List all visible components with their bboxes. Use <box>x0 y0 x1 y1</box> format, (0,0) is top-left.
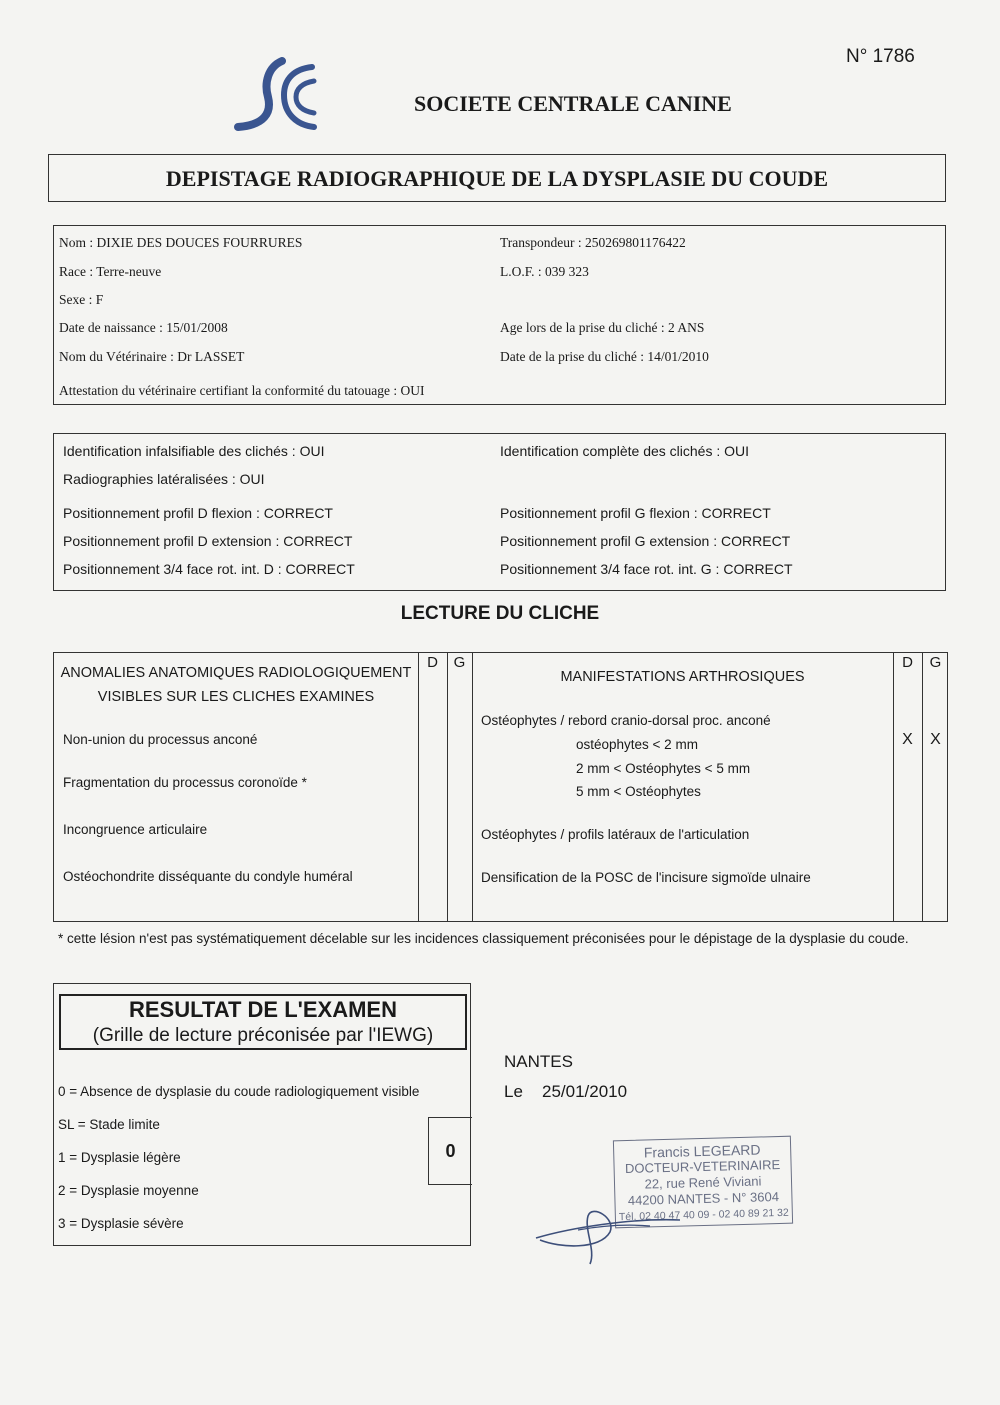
pos-g-flexion: Positionnement profil G flexion : CORRECT <box>500 505 771 521</box>
certificate-number: N° 1786 <box>846 46 915 67</box>
dog-birthdate: Date de naissance : 15/01/2008 <box>59 320 228 335</box>
arthrosis-header: MANIFESTATIONS ARTHROSIQUES <box>560 669 805 685</box>
anomalies-header <box>54 661 418 709</box>
result-subtitle: (Grille de lecture préconisée par l'IEWG) <box>92 1025 434 1046</box>
dog-name: Nom : DIXIE DES DOUCES FOURRURES <box>59 235 303 250</box>
pos-d-face: Positionnement 3/4 face rot. int. D : CORRECT <box>63 561 355 577</box>
stamp-line: DOCTEUR-VETERINAIRE <box>624 1156 781 1177</box>
result-title: RESULTAT DE L'EXAMEN <box>128 997 397 1022</box>
stamp-line: Francis LEGEARD <box>643 1141 761 1161</box>
anomalies-header-line1: ANOMALIES ANATOMIQUES RADIOLOGIQUEMENT <box>60 665 412 681</box>
pos-d-extension: Positionnement profil D extension : CORRECT <box>63 533 353 549</box>
left-col-d-header: D <box>427 654 438 671</box>
title-box <box>48 154 946 202</box>
signature-scribble-icon <box>530 1190 690 1270</box>
xray-date: Date de la prise du cliché : 14/01/2010 <box>500 349 709 364</box>
right-col-d-header: D <box>902 654 913 671</box>
id-infalsifiable: Identification infalsifiable des clichés : OUI <box>63 443 325 459</box>
scc-logo-icon <box>234 57 318 135</box>
grade-item: 2 = Dysplasie moyenne <box>58 1183 199 1198</box>
anomaly-item: Incongruence articulaire <box>63 822 208 837</box>
signature-city: NANTES <box>504 1052 573 1071</box>
signature-date: 25/01/2010 <box>542 1082 628 1101</box>
id-complete: Identification complète des clichés : OUI <box>500 443 750 459</box>
document-title: DEPISTAGE RADIOGRAPHIQUE DE LA DYSPLASIE DU COUDE <box>165 166 829 191</box>
grade-item: 0 = Absence de dysplasie du coude radiologiquement visible <box>58 1084 420 1099</box>
dog-sex: Sexe : F <box>59 292 104 307</box>
lecture-title: LECTURE DU CLICHE <box>400 603 600 624</box>
grade-item: SL = Stade limite <box>58 1117 160 1132</box>
arthrosis-item: 5 mm < Ostéophytes <box>576 784 701 799</box>
anomaly-item: Ostéochondrite disséquante du condyle huméral <box>63 869 353 884</box>
age-at-xray: Age lors de la prise du cliché : 2 ANS <box>500 320 705 335</box>
result-value: 0 <box>445 1141 456 1161</box>
stamp-line: 22, rue René Viviani <box>644 1173 762 1192</box>
mark-d-osteophytes: X <box>902 731 913 748</box>
anomalies-header-line2: VISIBLES SUR LES CLICHES EXAMINES <box>97 689 375 705</box>
lecture-table <box>53 652 948 922</box>
anomaly-item: Non-union du processus anconé <box>63 732 258 747</box>
result-box <box>53 983 471 1246</box>
arthrosis-item: Ostéophytes / rebord cranio-dorsal proc. anconé <box>481 713 771 728</box>
identification-box <box>53 433 946 591</box>
arthrosis-item: 2 mm < Ostéophytes < 5 mm <box>576 761 751 776</box>
left-col-g-header: G <box>453 654 466 671</box>
arthrosis-item: Ostéophytes / profils latéraux de l'articulation <box>481 827 750 842</box>
pos-g-extension: Positionnement profil G extension : CORRECT <box>500 533 791 549</box>
arthrosis-item: Densification de la POSC de l'incisure sigmoïde ulnaire <box>481 870 811 885</box>
pos-g-face: Positionnement 3/4 face rot. int. G : CORRECT <box>500 561 793 577</box>
veterinarian-name: Nom du Vétérinaire : Dr LASSET <box>59 349 245 364</box>
lof-number: L.O.F. : 039 323 <box>500 264 589 279</box>
stamp-line: 44200 NANTES - N° 3604 <box>627 1189 780 1208</box>
stamp-line: Tél. 02 40 47 40 09 - 02 40 89 21 32 <box>618 1206 789 1224</box>
grade-item: 3 = Dysplasie sévère <box>58 1216 184 1231</box>
organization-name: SOCIETE CENTRALE CANINE <box>414 91 732 116</box>
dog-race: Race : Terre-neuve <box>59 264 162 279</box>
arthrosis-item: ostéophytes < 2 mm <box>576 737 698 752</box>
right-col-g-header: G <box>929 654 942 671</box>
result-title-box <box>59 994 467 1050</box>
id-lateralisees: Radiographies latéralisées : OUI <box>63 471 265 487</box>
footnote: * cette lésion n'est pas systématiquement décelable sur les incidences classiquement préconisées pour le dépistage de la dysplasie du coude. <box>58 931 909 946</box>
mark-g-osteophytes: X <box>930 731 941 748</box>
signature-le: Le <box>504 1082 523 1101</box>
transponder: Transpondeur : 250269801176422 <box>500 235 686 250</box>
result-value-box <box>428 1117 472 1185</box>
anomaly-item: Fragmentation du processus coronoïde * <box>63 775 307 790</box>
grade-item: 1 = Dysplasie légère <box>58 1150 181 1165</box>
dog-info-box <box>53 225 946 405</box>
pos-d-flexion: Positionnement profil D flexion : CORRECT <box>63 505 333 521</box>
tattoo-attestation: Attestation du vétérinaire certifiant la conformité du tatouage : OUI <box>59 383 425 398</box>
